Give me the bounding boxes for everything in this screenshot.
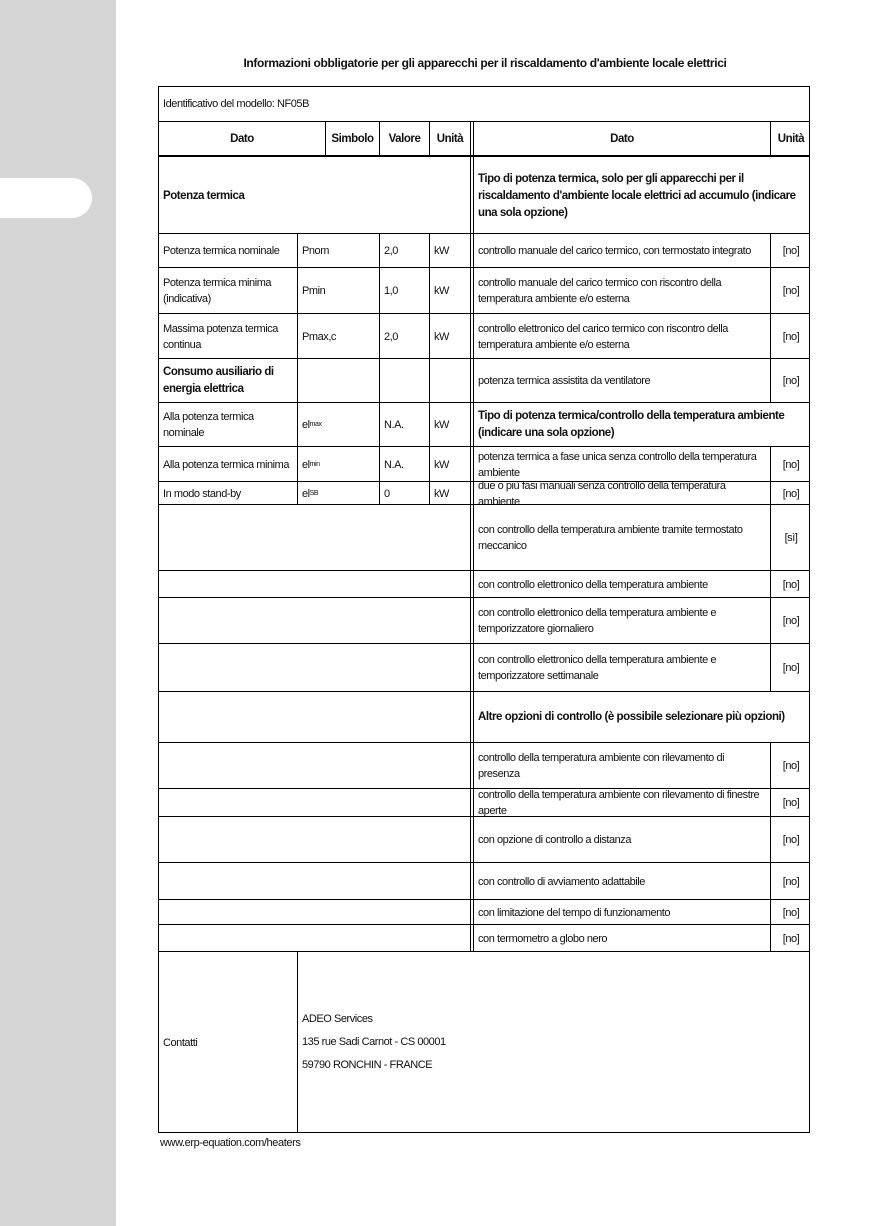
data-row xyxy=(159,402,809,447)
option-value: [no] xyxy=(770,863,811,900)
erp-info-table xyxy=(158,86,810,1133)
option-row xyxy=(159,862,809,900)
empty-cell xyxy=(159,743,470,789)
option-text: con controllo della temperatura ambiente tramite termostato meccanico xyxy=(470,505,770,571)
empty-cell xyxy=(159,863,470,900)
contact-address xyxy=(297,952,811,1133)
param-label: Potenza termica minima (indicativa) xyxy=(163,277,272,305)
option-text: potenza termica a fase unica senza controllo della temperatura ambiente xyxy=(470,447,770,482)
option-row xyxy=(159,504,809,571)
data-row xyxy=(159,358,809,403)
param-value: 2,0 xyxy=(379,234,429,268)
option-value: [no] xyxy=(770,925,811,952)
option-value: [no] xyxy=(770,482,811,505)
option-row xyxy=(159,570,809,598)
param-label: In modo stand-by xyxy=(163,487,241,500)
header-valore: Valore xyxy=(379,122,429,156)
option-value: [no] xyxy=(770,789,811,817)
param-symbol: Pmin xyxy=(297,268,379,314)
option-value: [no] xyxy=(770,268,811,314)
contact-line: ADEO Services xyxy=(302,1013,373,1025)
option-row xyxy=(159,597,809,644)
option-value: [sì] xyxy=(770,505,811,571)
option-text: con opzione di controllo a distanza xyxy=(470,817,770,863)
footer-url: www.erp-equation.com/heaters xyxy=(160,1137,301,1149)
option-text: con termometro a globo nero xyxy=(470,925,770,952)
option-text: controllo della temperatura ambiente con rilevamento di presenza xyxy=(470,743,770,789)
header-dato-right: Dato xyxy=(470,122,770,156)
option-row xyxy=(159,643,809,692)
option-text: controllo elettronico del carico termico con riscontro della temperatura ambiente e/o esterna xyxy=(470,314,770,359)
empty-cell xyxy=(159,925,470,952)
side-tab xyxy=(0,178,92,218)
contact-line: 59790 RONCHIN - FRANCE xyxy=(302,1059,433,1071)
empty-cell xyxy=(159,789,470,817)
contact-row xyxy=(159,951,809,1133)
data-row xyxy=(159,313,809,359)
param-value: N.A. xyxy=(379,447,429,482)
param-symbol xyxy=(297,359,379,403)
data-row xyxy=(159,267,809,314)
data-row xyxy=(159,479,809,508)
param-unit: kW xyxy=(429,403,470,447)
option-row xyxy=(159,788,809,817)
header-row xyxy=(159,121,809,156)
section-potenza-termica: Potenza termica xyxy=(163,189,245,202)
model-row xyxy=(159,87,809,121)
option-value: [no] xyxy=(770,571,811,598)
section-heading-controllo: Tipo di potenza termica/controllo della temperatura ambiente (indicare una sola opzione) xyxy=(470,403,811,447)
option-text: controllo manuale del carico termico con riscontro della temperatura ambiente e/o esterna xyxy=(470,268,770,314)
option-text: due o più fasi manuali senza controllo della temperatura ambiente xyxy=(470,482,770,505)
empty-cell xyxy=(159,644,470,692)
param-value: N.A. xyxy=(379,403,429,447)
param-value: 2,0 xyxy=(379,314,429,359)
empty-cell xyxy=(159,817,470,863)
option-row xyxy=(159,899,809,925)
param-value: 1,0 xyxy=(379,268,429,314)
page-title: Informazioni obbligatorie per gli apparecchi per il riscaldamento d'ambiente locale elettrici xyxy=(243,56,727,70)
param-label: Massima potenza termica continua xyxy=(163,322,278,351)
option-value: [no] xyxy=(770,314,811,359)
option-value: [no] xyxy=(770,743,811,789)
param-label: Alla potenza termica nominale xyxy=(163,411,254,439)
header-unita: Unità xyxy=(429,122,470,156)
section-heading-altre-opzioni: Altre opzioni di controllo (è possibile selezionare più opzioni) xyxy=(470,692,811,743)
option-text: con controllo di avviamento adattabile xyxy=(470,863,770,900)
param-value: 0 xyxy=(379,482,429,505)
param-symbol: el SB xyxy=(297,482,379,505)
param-unit: kW xyxy=(429,482,470,505)
header-dato: Dato xyxy=(230,132,254,145)
option-text: con controllo elettronico della temperatura ambiente e temporizzatore giornaliero xyxy=(470,598,770,644)
contact-line: 135 rue Sadi Carnot - CS 00001 xyxy=(302,1036,446,1048)
option-value: [no] xyxy=(770,644,811,692)
option-text: con controllo elettronico della temperatura ambiente e temporizzatore settimanale xyxy=(470,644,770,692)
data-row xyxy=(159,233,809,268)
option-row xyxy=(159,816,809,863)
model-identifier: Identificativo del modello: NF05B xyxy=(163,98,309,110)
option-value: [no] xyxy=(770,359,811,403)
section-heading-accumulo: Tipo di potenza termica, solo per gli apparecchi per il riscaldamento d'ambiente locale elettrici ad accumulo (indicare una sola opzione) xyxy=(470,157,811,235)
option-value: [no] xyxy=(770,900,811,925)
option-text: controllo della temperatura ambiente con rilevamento di finestre aperte xyxy=(470,789,770,817)
param-value xyxy=(379,359,429,403)
option-value: [no] xyxy=(770,817,811,863)
header-simbolo: Simbolo xyxy=(325,122,379,156)
param-label: Potenza termica nominale xyxy=(163,245,280,257)
param-symbol: Pmax,c xyxy=(297,314,379,359)
header-unita-right: Unità xyxy=(770,122,811,156)
empty-cell xyxy=(159,571,470,598)
param-label: Consumo ausiliario di energia elettrica xyxy=(163,366,274,395)
option-row xyxy=(159,691,809,743)
contact-label: Contatti xyxy=(163,1036,198,1049)
option-text: controllo manuale del carico termico, con termostato integrato xyxy=(470,234,770,268)
option-text: potenza termica assistita da ventilatore xyxy=(470,359,770,403)
option-text: con limitazione del tempo di funzionamento xyxy=(470,900,770,925)
option-value: [no] xyxy=(770,598,811,644)
empty-cell xyxy=(159,598,470,644)
empty-cell xyxy=(159,900,470,925)
option-value: [no] xyxy=(770,234,811,268)
param-unit: kW xyxy=(429,314,470,359)
option-text: con controllo elettronico della temperatura ambiente xyxy=(470,571,770,598)
param-unit: kW xyxy=(429,447,470,482)
param-label: Alla potenza termica minima xyxy=(163,458,290,471)
section-row xyxy=(159,155,809,235)
param-symbol: el max xyxy=(297,403,379,447)
param-unit: kW xyxy=(429,268,470,314)
empty-cell xyxy=(159,505,470,571)
option-row xyxy=(159,924,809,952)
empty-cell xyxy=(159,692,470,743)
param-symbol: el min xyxy=(297,447,379,482)
param-unit: kW xyxy=(429,234,470,268)
param-symbol: Pnom xyxy=(297,234,379,268)
param-unit xyxy=(429,359,470,403)
option-value: [no] xyxy=(770,447,811,482)
option-row xyxy=(159,742,809,789)
